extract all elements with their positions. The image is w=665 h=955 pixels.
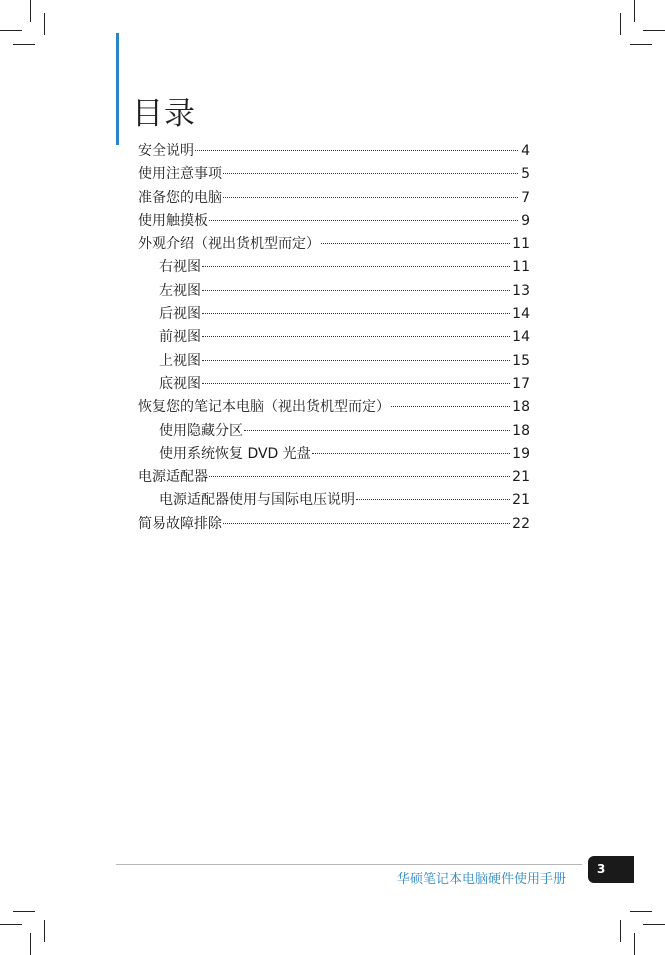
crop-mark <box>44 920 45 942</box>
toc-entry-page: 15 <box>512 352 530 369</box>
toc-entry-page: 11 <box>512 236 530 253</box>
toc-dot-leader <box>202 290 510 291</box>
toc-entry[interactable] <box>138 326 530 349</box>
footer-title: 华硕笔记本电脑硬件使用手册 <box>396 872 566 887</box>
toc-entry-label: 外观介绍（视出货机型而定） <box>138 236 320 253</box>
toc-entry[interactable] <box>138 420 530 443</box>
toc-entry-page: 9 <box>521 212 530 229</box>
toc-dot-leader <box>209 220 518 221</box>
toc-entry-page: 7 <box>521 189 530 206</box>
title-accent-bar <box>116 33 119 145</box>
toc-entry-label: 使用注意事项 <box>138 166 222 183</box>
toc-entry-label: 前视图 <box>159 329 201 346</box>
toc-dot-leader <box>321 243 510 244</box>
page-title: 目录 <box>132 96 196 132</box>
toc-entry[interactable] <box>138 513 530 536</box>
toc-dot-leader <box>202 360 510 361</box>
toc-entry-page: 21 <box>512 492 530 509</box>
crop-mark <box>620 920 621 942</box>
toc-entry-page: 11 <box>512 259 530 276</box>
crop-mark <box>13 911 35 912</box>
toc-entry[interactable] <box>138 140 530 163</box>
toc-dot-leader <box>202 336 510 337</box>
crop-mark <box>30 0 31 22</box>
toc-entry[interactable] <box>138 280 530 303</box>
crop-mark <box>620 13 621 35</box>
crop-mark <box>0 924 22 925</box>
toc-entry-page: 22 <box>512 515 530 532</box>
toc-dot-leader <box>223 523 510 524</box>
toc-entry-label: 电源适配器使用与国际电压说明 <box>159 492 355 509</box>
toc-dot-leader <box>223 173 518 174</box>
toc-entry-label: 后视图 <box>159 306 201 323</box>
toc-entry-page: 21 <box>512 469 530 486</box>
crop-mark <box>13 44 35 45</box>
crop-mark <box>630 44 652 45</box>
toc-entry-page: 17 <box>512 375 530 392</box>
toc-entry[interactable] <box>138 396 530 419</box>
toc-dot-leader <box>391 406 510 407</box>
toc-dot-leader <box>202 383 510 384</box>
toc-dot-leader <box>312 453 510 454</box>
toc-entry-page: 18 <box>512 422 530 439</box>
toc-entry[interactable] <box>138 256 530 279</box>
crop-mark <box>44 13 45 35</box>
toc-dot-leader <box>244 430 510 431</box>
toc-entry-page: 14 <box>512 306 530 323</box>
toc-entry-label: 安全说明 <box>138 143 194 159</box>
toc-entry[interactable] <box>138 466 530 489</box>
toc-dot-leader <box>223 197 518 198</box>
crop-mark <box>630 911 652 912</box>
toc-entry-label: 使用隐藏分区 <box>159 422 243 439</box>
toc-entry[interactable] <box>138 303 530 326</box>
toc-entry-label: 上视图 <box>159 352 201 369</box>
toc-dot-leader <box>202 313 510 314</box>
toc-entry[interactable] <box>138 443 530 466</box>
toc-entry-page: 19 <box>512 445 530 462</box>
toc-entry-label: 右视图 <box>159 259 201 276</box>
crop-mark <box>643 924 665 925</box>
toc-entry-label: 使用触摸板 <box>138 212 208 229</box>
toc-entry[interactable] <box>138 187 530 210</box>
toc-entry-label: 简易故障排除 <box>138 515 222 532</box>
crop-mark <box>634 933 635 955</box>
table-of-contents <box>138 140 530 536</box>
toc-entry-label: 左视图 <box>159 282 201 299</box>
toc-dot-leader <box>202 266 510 267</box>
toc-entry[interactable] <box>138 373 530 396</box>
page-number-badge: 3 <box>588 856 634 883</box>
crop-mark <box>30 933 31 955</box>
toc-dot-leader <box>195 150 518 151</box>
toc-entry-label: 电源适配器 <box>138 469 208 486</box>
crop-mark <box>0 30 22 31</box>
toc-entry[interactable] <box>138 163 530 186</box>
toc-entry-label: 底视图 <box>159 375 201 392</box>
crop-mark <box>634 0 635 22</box>
toc-entry[interactable] <box>138 233 530 256</box>
toc-entry-page: 14 <box>512 329 530 346</box>
footer-divider <box>116 864 582 865</box>
toc-entry[interactable] <box>138 489 530 512</box>
toc-dot-leader <box>209 476 510 477</box>
toc-entry[interactable] <box>138 210 530 233</box>
toc-entry-label: 准备您的电脑 <box>138 189 222 206</box>
toc-entry-page: 5 <box>521 166 530 183</box>
toc-dot-leader <box>356 499 510 500</box>
toc-entry-page: 13 <box>512 282 530 299</box>
toc-entry-page: 4 <box>521 143 530 159</box>
toc-entry-page: 18 <box>512 399 530 416</box>
toc-entry-label: 使用系统恢复 DVD 光盘 <box>159 445 311 462</box>
toc-entry[interactable] <box>138 350 530 373</box>
crop-mark <box>643 30 665 31</box>
toc-entry-label: 恢复您的笔记本电脑（视出货机型而定） <box>138 399 390 416</box>
